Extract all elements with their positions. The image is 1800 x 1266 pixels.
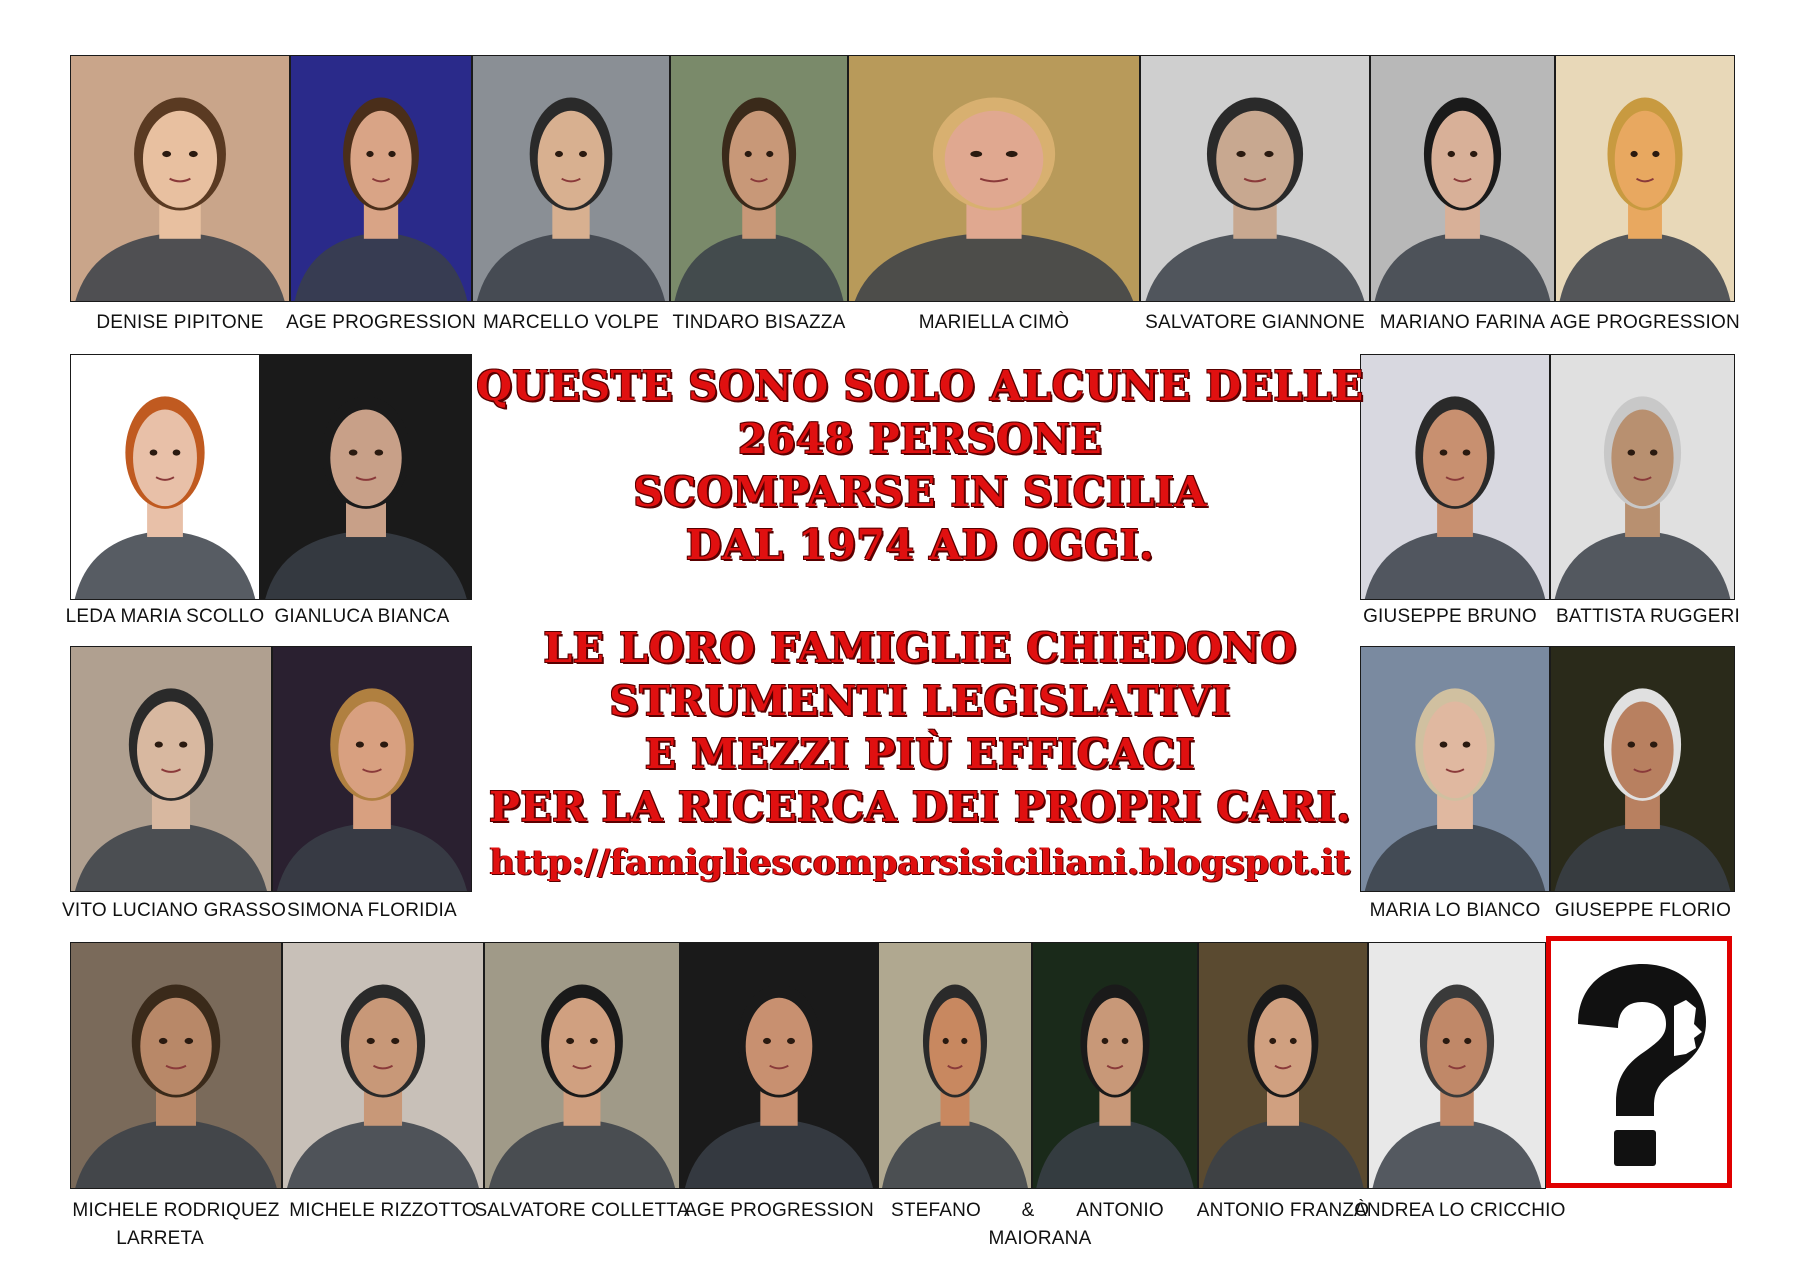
person-name-caption: LEDA MARIA SCOLLO xyxy=(65,606,265,627)
person-name-caption: SALVATORE COLLETTA xyxy=(474,1200,690,1221)
missing-person-photo xyxy=(472,55,670,302)
person-name-caption: ANDREA LO CRICCHIO xyxy=(1354,1200,1566,1221)
missing-person-photo xyxy=(1360,646,1550,892)
portrait-illustration xyxy=(71,355,259,599)
headline-line-6: STRUMENTI LEGISLATIVI xyxy=(609,677,1231,725)
missing-person-photo xyxy=(670,55,848,302)
missing-person-photo xyxy=(70,646,272,892)
missing-person-photo xyxy=(484,942,680,1189)
joint-caption-ampersand: & xyxy=(1021,1200,1035,1221)
portrait-illustration xyxy=(1551,647,1734,891)
missing-person-photo xyxy=(70,354,260,600)
person-name-caption: AGE PROGRESSION xyxy=(286,312,476,333)
question-mark-head-icon xyxy=(1546,936,1732,1188)
missing-person-photo xyxy=(1550,354,1735,600)
headline-line-5: LE LORO FAMIGLIE CHIEDONO xyxy=(543,624,1297,672)
headline-line-2: 2648 PERSONE xyxy=(737,415,1103,463)
portrait-illustration xyxy=(71,56,289,301)
missing-person-photo xyxy=(70,942,282,1189)
missing-person-photo xyxy=(1140,55,1370,302)
person-name-caption: GIANLUCA BIANCA xyxy=(274,606,450,627)
headline-line-4: DAL 1974 AD OGGI. xyxy=(685,521,1155,569)
person-name-caption: MARIA LO BIANCO xyxy=(1369,900,1541,921)
person-name-caption: GIUSEPPE BRUNO xyxy=(1363,606,1537,627)
blog-url-link[interactable]: http://famigliescomparsisiciliani.blogspot.it xyxy=(489,842,1351,883)
person-name-caption: MARCELLO VOLPE xyxy=(483,312,659,333)
missing-person-photo xyxy=(260,354,472,600)
unknown-person-card xyxy=(1546,936,1732,1188)
portrait-illustration xyxy=(1199,943,1367,1188)
missing-person-photo xyxy=(1550,646,1735,892)
headline-line-8: PER LA RICERCA DEI PROPRI CARI. xyxy=(489,783,1351,831)
portrait-illustration xyxy=(1141,56,1369,301)
portrait-illustration xyxy=(1371,56,1554,301)
portrait-illustration xyxy=(681,943,877,1188)
portrait-illustration xyxy=(1361,355,1549,599)
person-name-caption: ANTONIO xyxy=(1076,1200,1164,1221)
missing-person-photo xyxy=(1368,942,1546,1189)
person-name-caption: MICHELE RIZZOTTO xyxy=(289,1200,477,1221)
missing-person-photo xyxy=(1555,55,1735,302)
portrait-illustration xyxy=(261,355,471,599)
portrait-illustration xyxy=(1556,56,1734,301)
person-name-caption: MICHELE RODRIQUEZ xyxy=(72,1200,280,1221)
portrait-illustration xyxy=(1361,647,1549,891)
portrait-illustration xyxy=(1033,943,1197,1188)
person-name-caption: AGE PROGRESSION xyxy=(1550,312,1740,333)
portrait-illustration xyxy=(849,56,1139,301)
missing-person-photo xyxy=(1360,354,1550,600)
missing-person-photo xyxy=(1370,55,1555,302)
missing-person-photo xyxy=(1198,942,1368,1189)
portrait-illustration xyxy=(879,943,1031,1188)
portrait-illustration xyxy=(71,647,271,891)
missing-person-photo xyxy=(272,646,472,892)
portrait-illustration xyxy=(291,56,471,301)
portrait-illustration xyxy=(71,943,281,1188)
headline-line-1: QUESTE SONO SOLO ALCUNE DELLE xyxy=(476,362,1364,410)
person-name-caption: MARIANO FARINA xyxy=(1379,312,1546,333)
missing-person-photo xyxy=(1032,942,1198,1189)
missing-person-photo xyxy=(878,942,1032,1189)
portrait-illustration xyxy=(283,943,483,1188)
missing-person-photo xyxy=(290,55,472,302)
person-name-caption-line-2: LARRETA xyxy=(116,1228,204,1249)
person-name-caption: DENISE PIPITONE xyxy=(96,312,264,333)
person-name-caption: SALVATORE GIANNONE xyxy=(1145,312,1365,333)
person-name-caption: MARIELLA CIMÒ xyxy=(918,312,1070,333)
portrait-illustration xyxy=(473,56,669,301)
joint-caption-surname: MAIORANA xyxy=(988,1228,1092,1249)
headline-line-3: SCOMPARSE IN SICILIA xyxy=(633,468,1207,516)
headline-line-7: E MEZZI PIÙ EFFICACI xyxy=(644,730,1196,778)
missing-person-photo xyxy=(848,55,1140,302)
person-name-caption: TINDARO BISAZZA xyxy=(672,312,846,333)
person-name-caption: BATTISTA RUGGERI xyxy=(1555,606,1741,627)
person-name-caption: GIUSEPPE FLORIO xyxy=(1554,900,1732,921)
person-name-caption: STEFANO xyxy=(890,1200,982,1221)
person-name-caption: ANTONIO FRANZÒ xyxy=(1196,1200,1370,1221)
portrait-illustration xyxy=(671,56,847,301)
person-name-caption: AGE PROGRESSION xyxy=(684,1200,874,1221)
missing-person-photo xyxy=(70,55,290,302)
person-name-caption: SIMONA FLORIDIA xyxy=(287,900,457,921)
portrait-illustration xyxy=(1551,355,1734,599)
person-name-caption: VITO LUCIANO GRASSO xyxy=(62,900,287,921)
portrait-illustration xyxy=(485,943,679,1188)
portrait-illustration xyxy=(1369,943,1545,1188)
portrait-illustration xyxy=(273,647,471,891)
missing-person-photo xyxy=(282,942,484,1189)
missing-person-photo xyxy=(680,942,878,1189)
